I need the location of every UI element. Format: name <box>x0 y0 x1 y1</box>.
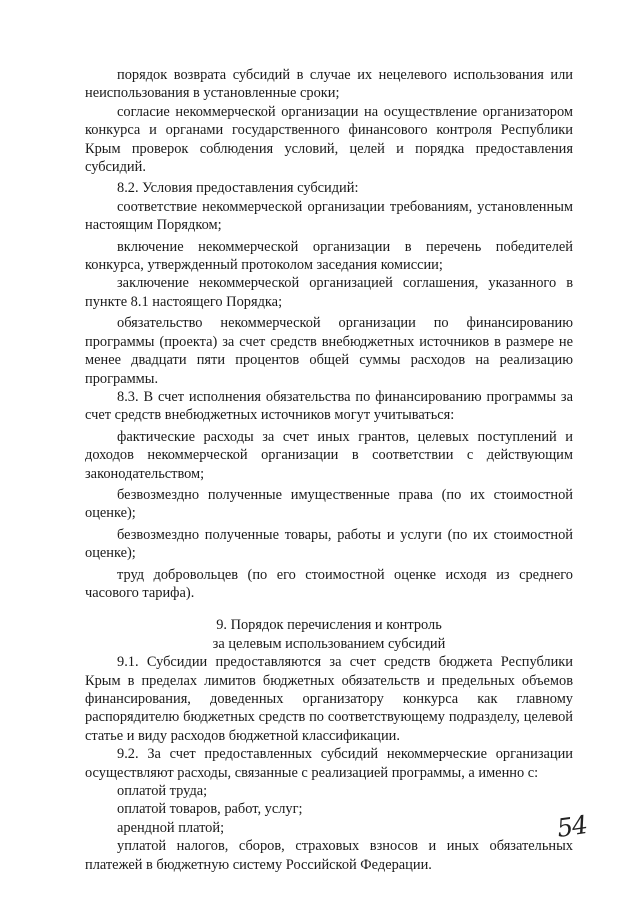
paragraph: уплатой налогов, сборов, страховых взносов и иных обязательных платежей в бюджетную систему Российской Федерации. <box>85 838 573 873</box>
paragraph: оплатой товаров, работ, услуг; <box>117 801 303 818</box>
paragraph: безвозмездно полученные имущественные права (по их стоимостной оценке); <box>85 486 573 522</box>
paragraph: заключение некоммерческой организацией соглашения, указанного в пункте 8.1 настоящего Порядка; <box>85 275 573 310</box>
paragraph: 8.3. В счет исполнения обязательства по финансированию программы за счет средств внебюджетных источников могут учитываться: <box>85 388 573 424</box>
paragraph: труд добровольцев (по его стоимостной оценке исходя из среднего часового тарифа). <box>85 566 573 601</box>
paragraph: 9.1. Субсидии предоставляются за счет средств бюджета Республики Крым в пределах лимитов бюджетных обязательств и предельных объемов финансирования, доведенных организатору конкурса как главному распорядителю бюджетных средств по соответствующему подразделу, целевой статье и виду расходов бюджетной классификации. <box>85 654 573 744</box>
handwritten-page-number: 54 <box>555 810 589 843</box>
document-body <box>85 66 573 874</box>
section-heading: за целевым использованием субсидий <box>212 635 446 652</box>
paragraph: обязательство некоммерческой организации по финансированию программы (проекта) за счет средств внебюджетных источников в размере не менее двадцати пяти процентов общей суммы расходов на реализацию программы. <box>85 315 573 387</box>
paragraph: арендной платой; <box>117 819 225 836</box>
paragraph: 8.2. Условия предоставления субсидий: <box>117 180 359 197</box>
paragraph: оплатой труда; <box>117 783 208 800</box>
paragraph: соответствие некоммерческой организации требованиям, установленным настоящим Порядком; <box>85 198 573 234</box>
paragraph: включение некоммерческой организации в перечень победителей конкурса, утвержденный протоколом заседания комиссии; <box>85 238 573 274</box>
paragraph: порядок возврата субсидий в случае их нецелевого использования или неиспользования в установленные сроки; <box>85 67 573 102</box>
paragraph: безвозмездно полученные товары, работы и услуги (по их стоимостной оценке); <box>85 526 573 562</box>
section-heading: 9. Порядок перечисления и контроль <box>216 617 442 634</box>
paragraph: согласие некоммерческой организации на осуществление организатором конкурса и органами государственного финансового контроля Республики Крым проверок соблюдения условий, целей и порядка предоставления субсидий. <box>85 103 573 176</box>
paragraph: 9.2. За счет предоставленных субсидий некоммерческие организации осуществляют расходы, связанные с реализацией программы, а именно с: <box>85 746 573 781</box>
paragraph: фактические расходы за счет иных грантов, целевых поступлений и доходов некоммерческой организации в соответствии с действующим законодательством; <box>85 428 573 482</box>
